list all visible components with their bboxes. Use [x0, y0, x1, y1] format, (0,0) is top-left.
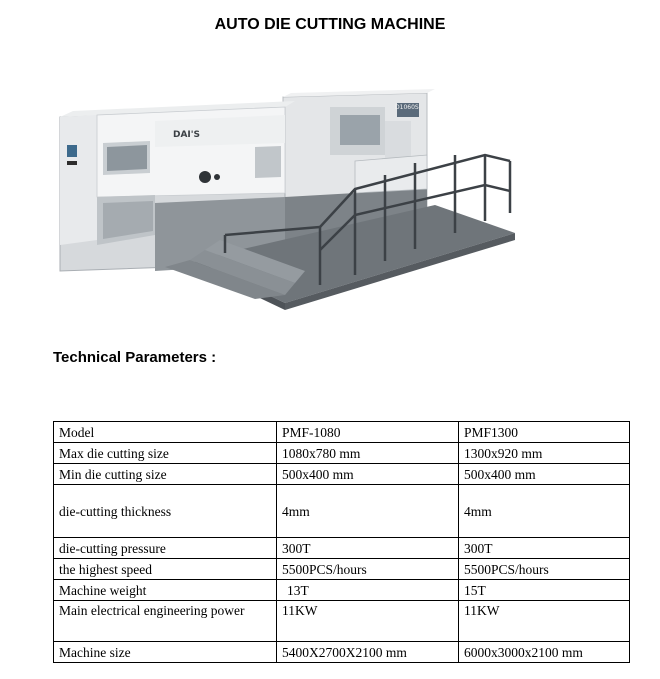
table-row	[54, 642, 630, 663]
page-title: AUTO DIE CUTTING MACHINE	[214, 16, 446, 33]
param-label: Machine weight	[54, 580, 277, 601]
param-label: Machine size	[54, 642, 277, 663]
table-row	[54, 443, 630, 464]
model-badge-text: D1060S	[395, 104, 419, 111]
param-label: Max die cutting size	[54, 443, 277, 464]
param-value-a: 4mm	[277, 485, 459, 538]
param-value-a: 5500PCS/hours	[277, 559, 459, 580]
param-label: Model	[54, 422, 277, 443]
param-label: the highest speed	[54, 559, 277, 580]
param-label: Min die cutting size	[54, 464, 277, 485]
machine-photo	[55, 85, 520, 315]
param-label: Main electrical engineering power	[54, 601, 277, 642]
param-label: die-cutting pressure	[54, 538, 277, 559]
param-value-b: 500x400 mm	[459, 464, 630, 485]
section-heading: Technical Parameters :	[53, 349, 217, 366]
param-value-a: 1080x780 mm	[277, 443, 459, 464]
param-value-a: 500x400 mm	[277, 464, 459, 485]
parameters-table	[53, 421, 630, 663]
param-value-b: 300T	[459, 538, 630, 559]
param-value-b: 15T	[459, 580, 630, 601]
table-row	[54, 559, 630, 580]
param-value-b: PMF1300	[459, 422, 630, 443]
param-value-b: 1300x920 mm	[459, 443, 630, 464]
param-value-b: 4mm	[459, 485, 630, 538]
param-value-b: 11KW	[459, 601, 630, 642]
table-row	[54, 485, 630, 538]
param-value-b: 6000x3000x2100 mm	[459, 642, 630, 663]
brand-text: DAI'S	[173, 130, 201, 140]
param-value-a: 13T	[277, 580, 459, 601]
table-row	[54, 601, 630, 642]
table-row	[54, 580, 630, 601]
table-row	[54, 464, 630, 485]
param-value-a: PMF-1080	[277, 422, 459, 443]
param-value-a: 11KW	[277, 601, 459, 642]
param-value-b: 5500PCS/hours	[459, 559, 630, 580]
table-row	[54, 422, 630, 443]
param-label: die-cutting thickness	[54, 485, 277, 538]
table-row	[54, 538, 630, 559]
param-value-a: 300T	[277, 538, 459, 559]
param-value-a: 5400X2700X2100 mm	[277, 642, 459, 663]
